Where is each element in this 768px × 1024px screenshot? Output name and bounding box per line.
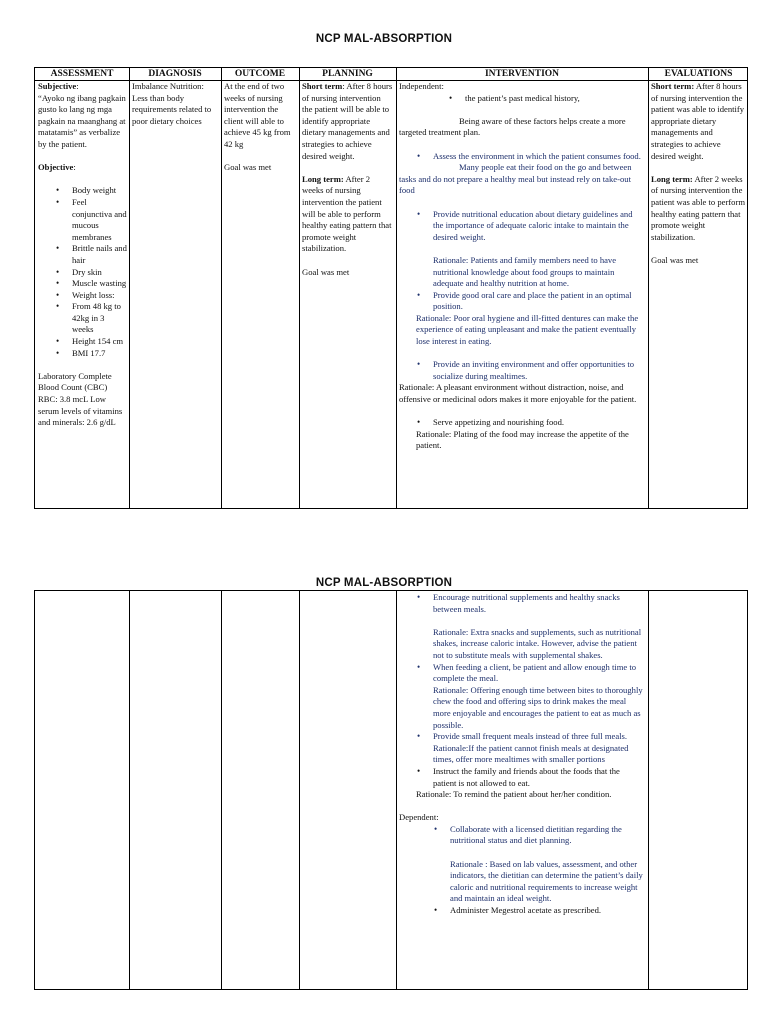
intervention-item: • Collaborate with a licensed dietitian regarding the nutritional status and diet planning. bbox=[450, 824, 645, 847]
header-diagnosis: DIAGNOSIS bbox=[148, 69, 202, 79]
intervention-item: • the patient’s past medical history, bbox=[465, 93, 645, 105]
eval-goal: Goal was met bbox=[651, 254, 699, 265]
intervention-cell bbox=[397, 81, 647, 452]
lab-text: Laboratory Complete Blood Count (CBC) RBC: 3.8 mcL Low serum levels of vitamins and minerals: 2.6 g/dL bbox=[38, 370, 123, 428]
objective-item: • Weight loss: bbox=[72, 290, 128, 302]
intervention-rationale: Rationale:If the patient cannot finish meals at designated times, offer more mealtimes with smaller portions bbox=[433, 742, 629, 765]
header-evaluations: EVALUATIONS bbox=[664, 69, 733, 79]
care-plan-table-continued bbox=[34, 590, 748, 990]
intervention-item: • Assess the environment in which the patient consumes food. bbox=[433, 151, 645, 163]
intervention-rationale: Rationale: Extra snacks and supplements, such as nutritional shakes, increase caloric intake. However, advise the patient not to substitute meals with supplemental shakes. bbox=[433, 626, 642, 660]
objective-item: • Height 154 cm bbox=[72, 336, 128, 348]
subjective-label: Subjective bbox=[38, 81, 77, 91]
outcome-cell bbox=[222, 81, 298, 174]
care-plan-table bbox=[34, 67, 748, 509]
intervention-rationale: Rationale: Plating of the food may increase the appetite of the patient. bbox=[416, 428, 629, 451]
header-outcome: OUTCOME bbox=[234, 69, 286, 79]
planning-goal: Goal was met bbox=[302, 266, 350, 277]
subjective-text: “Ayoko ng ibang pagkain gusto ko lang ng mga pagkain na maanghang at matatamis” as verbalize by the patient. bbox=[38, 92, 126, 149]
intervention-rationale: Rationale: A pleasant environment without distraction, noise, and offensive or medicinal odors makes it more enjoyable for the patient. bbox=[399, 382, 637, 405]
short-term-text: : After 8 hours of nursing intervention the patient will be able to identify appropriate dietary managements and strategies to achieve desired weight. bbox=[302, 81, 393, 161]
eval-long-label: Long term: bbox=[651, 173, 693, 184]
header-planning: PLANNING bbox=[322, 69, 373, 79]
header-assessment: ASSESSMENT bbox=[50, 69, 114, 79]
intervention-item: • Administer Megestrol acetate as prescribed. bbox=[450, 905, 645, 917]
intervention-item: • Provide an inviting environment and offer opportunities to socialize during mealtimes. bbox=[433, 359, 645, 382]
outcome-goal: Goal was met bbox=[224, 162, 272, 173]
objective-item: • Dry skin bbox=[72, 267, 128, 279]
intervention-item: • Serve appetizing and nourishing food. bbox=[433, 417, 645, 429]
independent-label: Independent: bbox=[399, 81, 444, 91]
intervention-item: • Provide small frequent meals instead of three full meals. bbox=[433, 731, 645, 743]
intervention-rationale: Rationale : Based on lab values, assessment, and other indicators, the dietitian can determine the patient’s daily caloric and nutritional requirements to increase weight and maintain an ideal weight. bbox=[450, 858, 643, 904]
page-title: NCP MAL-ABSORPTION bbox=[315, 33, 453, 45]
objective-item: • From 48 kg to 42kg in 3 weeks bbox=[72, 301, 128, 336]
assessment-cell: Subjective: “Ayoko ng ibang pagkain gusto ko lang ng mga pagkain na maanghang at matatamis” as verbalize by the patient. Objective: • Body weight • Feel conjunctiva and mucous membranes • Brittle nails and hair • Dry skin • Muscle wasting • Weight loss: • From 48 kg to 42kg in 3 weeks • Height 154 cm • BMI 17.7 Laboratory Complete Blood Count (CBC) RBC: 3.8 mcL Low serum levels of vitamins and minerals: 2.6 g/dL bbox=[36, 81, 128, 429]
objective-item: • BMI 17.7 bbox=[72, 348, 128, 360]
intervention-item: • Provide good oral care and place the patient in an optimal position. bbox=[433, 290, 645, 313]
long-term-label: Long term: bbox=[302, 173, 344, 184]
eval-short-label: Short term: bbox=[651, 81, 695, 91]
intervention-rationale: Rationale: Offering enough time between bites to thoroughly chew the food and offering sips to drink makes the meal more enjoyable and encourages the patient to eat as much as possible. bbox=[433, 684, 643, 730]
page-title-continued: NCP MAL-ABSORPTION bbox=[315, 577, 453, 589]
long-term-text: After 2 weeks of nursing intervention the patient will be able to perform healthy eating pattern that promote weight stabilization. bbox=[302, 173, 392, 254]
objective-item: • Brittle nails and hair bbox=[72, 243, 128, 266]
intervention-item: • When feeding a client, be patient and allow enough time to complete the meal. bbox=[433, 662, 645, 685]
intervention-item: • Provide nutritional education about dietary guidelines and the importance of adequate caloric intake to maintain the desired weight. bbox=[433, 209, 645, 244]
short-term-label: Short term bbox=[302, 81, 343, 91]
eval-long-text: After 2 weeks of nursing intervention the patient was able to perform healthy eating pattern that promote weight stabilization. bbox=[651, 173, 746, 242]
outcome-text: At the end of two weeks of nursing intervention the client will able to achieve 45 kg from 42 kg bbox=[224, 81, 291, 149]
planning-cell bbox=[300, 81, 395, 278]
intervention-rationale: Many people eat their food on the go and between tasks and do not prepare a healthy meal but instead rely on take-out food bbox=[399, 162, 632, 196]
intervention-item: • Instruct the family and friends about the foods that the patient is not allowed to eat. bbox=[433, 766, 645, 789]
intervention-cell-continued bbox=[397, 592, 647, 917]
intervention-rationale: Being aware of these factors helps create a more targeted treatment plan. bbox=[399, 115, 626, 138]
header-intervention: INTERVENTION bbox=[484, 69, 560, 79]
intervention-rationale: Rationale: To remind the patient about her/her condition. bbox=[416, 789, 612, 800]
diagnosis-text: Imbalance Nutrition: Less than body requirements related to poor dietary choices bbox=[132, 81, 212, 126]
objective-item: • Muscle wasting bbox=[72, 278, 128, 290]
evaluation-cell bbox=[649, 81, 748, 267]
intervention-item: • Encourage nutritional supplements and healthy snacks between meals. bbox=[433, 592, 645, 615]
diagnosis-cell bbox=[130, 81, 220, 127]
intervention-rationale: Rationale: Poor oral hygiene and ill-fitted dentures can make the experience of eating unpleasant and make the patient eventually lose interest in eating. bbox=[416, 312, 639, 347]
objective-item: • Feel conjunctiva and mucous membranes bbox=[72, 197, 128, 243]
objective-item: • Body weight bbox=[72, 185, 128, 197]
eval-short-text: After 8 hours of nursing intervention the patient was able to identify appropriate dietary managements and strategies to achieve desired weight. bbox=[651, 81, 745, 161]
dependent-label: Dependent: bbox=[399, 812, 439, 823]
objective-label: Objective bbox=[38, 162, 74, 173]
intervention-rationale: Rationale: Patients and family members need to have nutritional knowledge about food groups to maintain adequate and healthy nutrition at home. bbox=[433, 254, 617, 289]
